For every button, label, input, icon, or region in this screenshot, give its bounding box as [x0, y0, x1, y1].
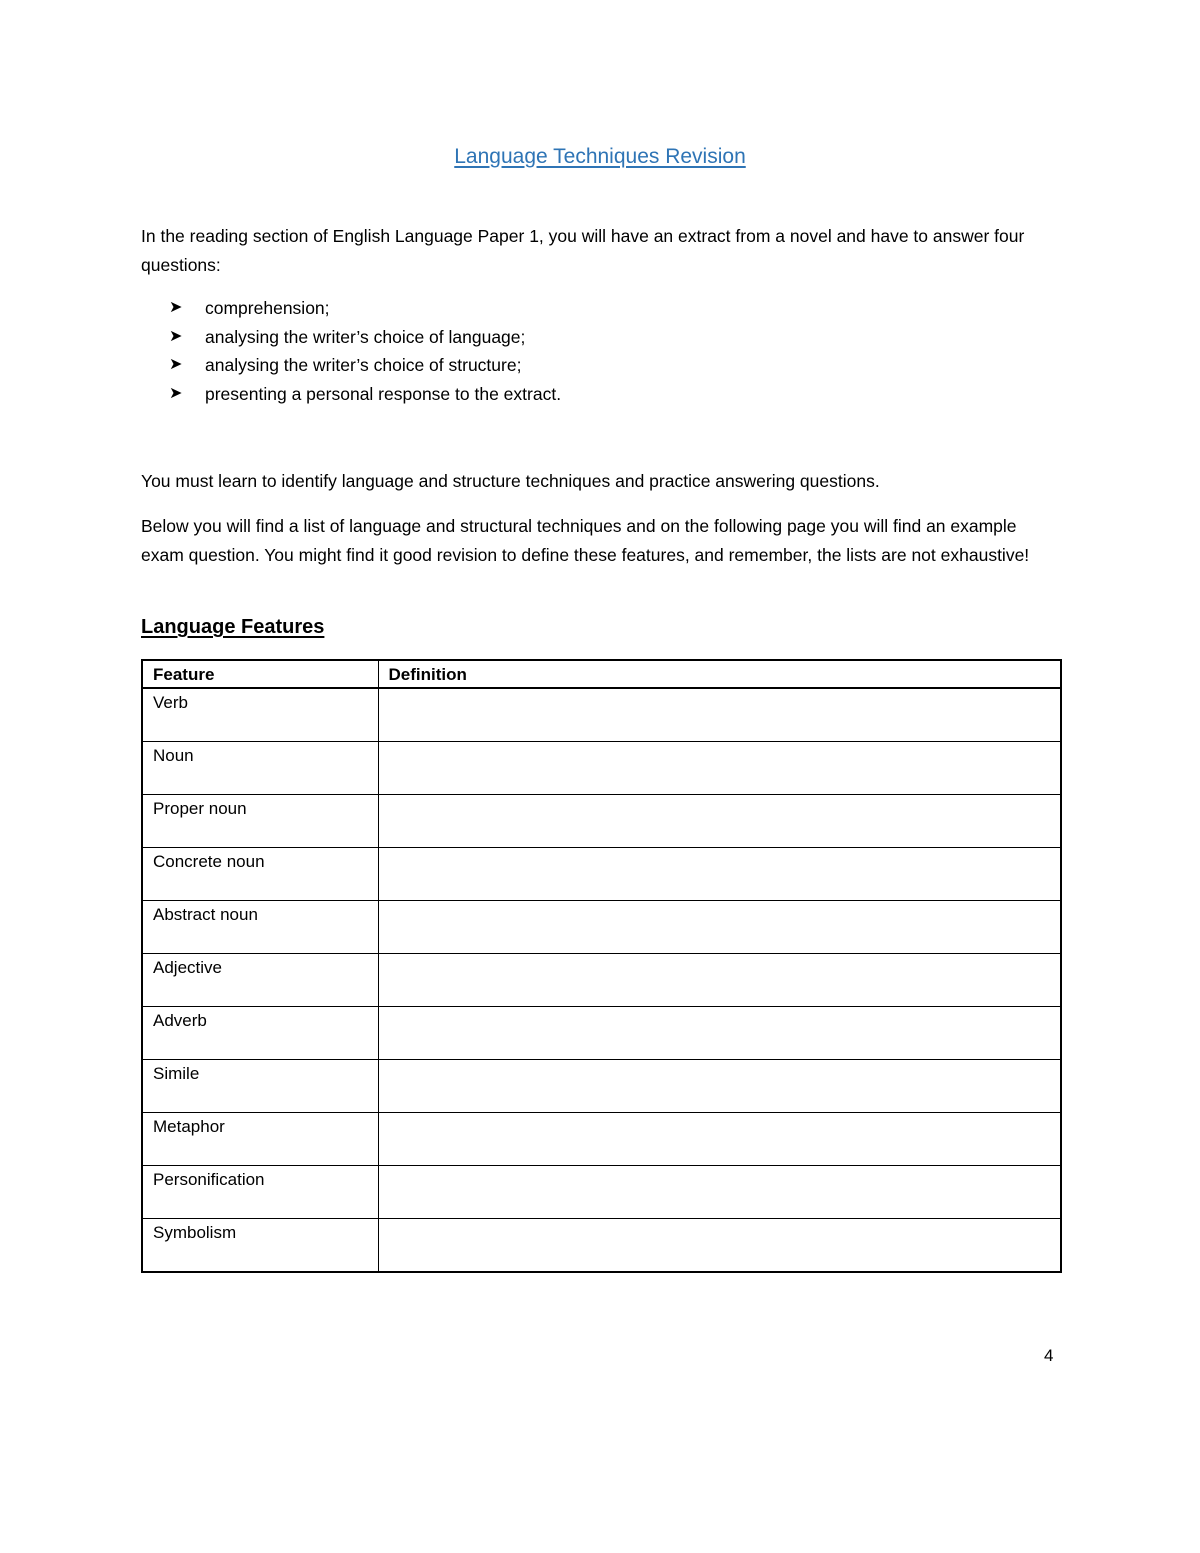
document-title-text: Language Techniques Revision: [454, 145, 746, 168]
definition-cell[interactable]: [378, 1060, 1061, 1113]
definition-cell[interactable]: [378, 1166, 1061, 1219]
list-item: [141, 323, 561, 352]
table-row: [142, 954, 1061, 1007]
table-row: [142, 742, 1061, 795]
list-item: [141, 351, 561, 380]
definition-cell[interactable]: [378, 795, 1061, 848]
definition-cell[interactable]: [378, 688, 1061, 742]
column-header-definition: Definition: [378, 660, 1061, 688]
list-item-text: comprehension;: [205, 298, 330, 318]
definition-cell[interactable]: [378, 1007, 1061, 1060]
description-paragraph: Below you will find a list of language and structural techniques and on the following page you will find an example exam question. You might find it good revision to define these features, and remember, the lists are not exhaustive!: [141, 516, 1030, 565]
feature-cell: Personification: [142, 1166, 378, 1219]
definition-cell[interactable]: [378, 742, 1061, 795]
list-item: [141, 380, 561, 409]
feature-cell: Proper noun: [142, 795, 378, 848]
definition-cell[interactable]: [378, 901, 1061, 954]
table-header-row: [142, 660, 1061, 688]
list-item-text: analysing the writer’s choice of structure;: [205, 355, 522, 375]
table-row: [142, 901, 1061, 954]
intro-paragraph: In the reading section of English Language Paper 1, you will have an extract from a novel and have to answer four questions:: [141, 226, 1025, 275]
section-heading: Language Features: [141, 616, 325, 638]
feature-cell: Abstract noun: [142, 901, 378, 954]
column-header-feature: Feature: [142, 660, 378, 688]
feature-cell: Adverb: [142, 1007, 378, 1060]
table-row: [142, 1219, 1061, 1273]
table-row: [142, 848, 1061, 901]
arrowhead-bullet-icon: ➤: [169, 299, 183, 316]
list-item-text: presenting a personal response to the extract.: [205, 383, 562, 404]
table-row: [142, 1166, 1061, 1219]
table-row: [142, 1060, 1061, 1113]
document-title: [0, 143, 1200, 171]
feature-cell: Symbolism: [142, 1219, 378, 1273]
definition-cell[interactable]: [378, 1113, 1061, 1166]
definition-cell[interactable]: [378, 954, 1061, 1007]
arrowhead-bullet-icon: ➤: [169, 327, 183, 345]
question-types-list: [141, 294, 561, 408]
table-row: [142, 795, 1061, 848]
definition-cell[interactable]: [378, 848, 1061, 901]
list-item: [141, 294, 561, 323]
list-item-text: analysing the writer’s choice of language;: [205, 326, 526, 347]
feature-cell: Verb: [142, 688, 378, 742]
feature-cell: Adjective: [142, 954, 378, 1007]
language-features-table: [141, 659, 1062, 1273]
feature-cell: Noun: [142, 742, 378, 795]
feature-cell: Concrete noun: [142, 848, 378, 901]
arrowhead-bullet-icon: ➤: [169, 384, 183, 402]
feature-cell: Metaphor: [142, 1113, 378, 1166]
page-number: 4: [1044, 1346, 1054, 1365]
table-row: [142, 688, 1061, 742]
instruction-paragraph: You must learn to identify language and structure techniques and practice answering questions.: [141, 471, 880, 491]
arrowhead-bullet-icon: ➤: [169, 356, 183, 373]
table-row: [142, 1113, 1061, 1166]
feature-cell: Simile: [142, 1060, 378, 1113]
definition-cell[interactable]: [378, 1219, 1061, 1273]
table-row: [142, 1007, 1061, 1060]
